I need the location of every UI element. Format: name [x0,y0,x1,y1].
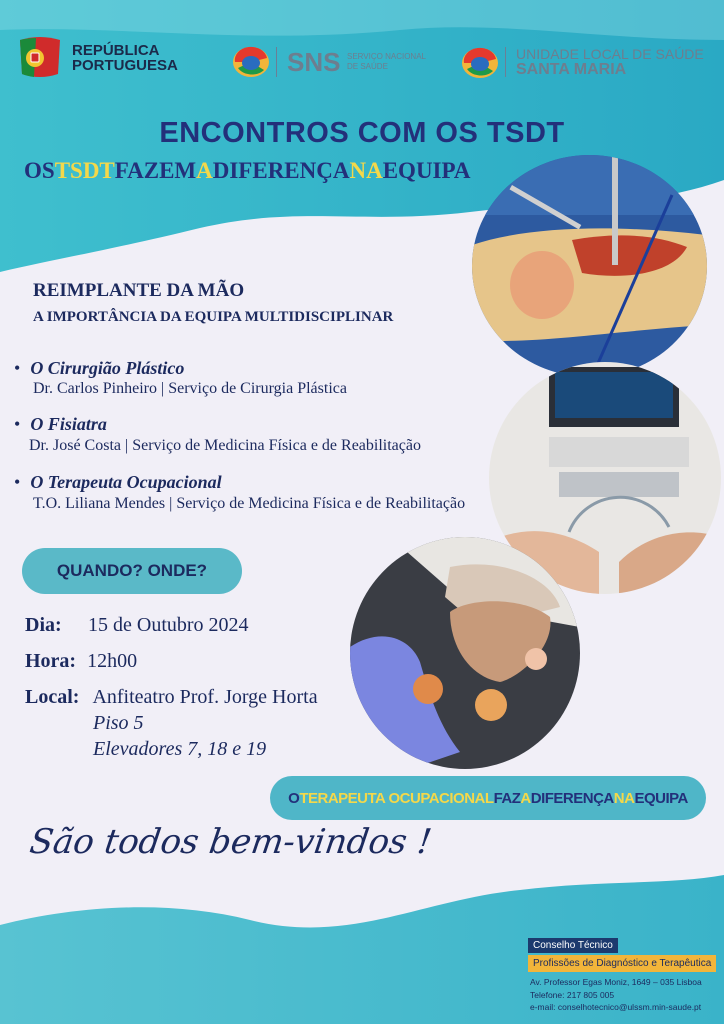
bullet-icon: • [14,414,21,434]
banner-segment: EQUIPA [634,789,688,807]
uls-text [516,47,704,78]
republica-text [72,43,178,73]
sns-logo-icon [232,46,270,83]
time-value: 12h00 [87,650,138,672]
speaker-item [14,414,107,435]
page-title: ENCONTROS COM OS TSDT [159,117,565,149]
subtitle-segment: FAZEM [114,158,197,183]
bullet-icon: • [14,472,21,492]
banner-segment: FAZ [493,789,521,807]
bullet-icon: • [14,358,21,378]
topic-title: REIMPLANTE DA MÃO [33,280,245,301]
therapy-photo [350,537,580,769]
time-label: Hora: [25,650,77,672]
subtitle-segment: OS [24,158,55,183]
subtitle-segment: TSDT [54,158,115,183]
page-subtitle [24,158,470,184]
welcome-text: São todos bem-vindos ! [27,822,435,862]
speaker-item [14,472,222,493]
speaker-person: Dr. Carlos Pinheiro | Serviço de Cirurgia Plástica [33,380,347,397]
address-text: Av. Professor Egas Moniz, 1649 – 035 Lisboa [530,977,702,987]
email-text: e-mail: conselhotecnico@ulssm.min-saude.pt [530,1002,702,1012]
speaker-person: T.O. Liliana Mendes | Serviço de Medicina Física e de Reabilitação [33,495,466,512]
banner-segment: DIFERENÇA [530,789,614,807]
uls-line1: UNIDADE LOCAL DE SAÚDE [516,46,704,62]
floor-value: Piso 5 [93,712,144,734]
subtitle-segment: A [196,158,213,183]
date-label: Dia: [25,614,62,636]
banner-segment: A [520,789,531,807]
banner-segment: O [288,789,300,807]
subtitle-segment: DIFERENÇA [212,158,350,183]
sns-subtitle [347,52,426,72]
divider [505,47,506,77]
council-sublabel: Profissões de Diagnóstico e Terapêutica [528,955,716,972]
time-row [25,650,137,673]
location-value: Anfiteatro Prof. Jorge Horta [92,686,318,708]
speaker-role: O Fisiatra [30,414,107,434]
subtitle-segment: EQUIPA [382,158,471,183]
republica-line1: REPÚBLICA [72,42,160,59]
sns-subtitle-line2: DE SAÚDE [347,62,388,71]
sns-subtitle-line1: SERVIÇO NACIONAL [347,52,426,61]
date-row [25,614,249,637]
uls-logo-icon [461,47,499,84]
location-row [25,686,318,709]
council-label: Conselho Técnico [528,938,618,953]
speaker-role: O Cirurgião Plástico [30,358,185,378]
uls-line2: SANTA MARIA [516,60,627,78]
topic-subtitle: A IMPORTÂNCIA DA EQUIPA MULTIDISCIPLINAR [33,309,394,325]
speaker-item [14,358,184,379]
ot-banner [270,776,706,820]
republica-logo [18,36,62,80]
banner-segment: TERAPEUTA OCUPACIONAL [299,789,494,807]
republica-flag-icon [18,36,62,80]
subtitle-segment: NA [349,158,383,183]
location-label: Local: [25,686,80,708]
date-value: 15 de Outubro 2024 [88,614,249,636]
when-where-badge: QUANDO? ONDE? [22,548,242,594]
speaker-role: O Terapeuta Ocupacional [30,472,222,492]
speaker-person: Dr. José Costa | Serviço de Medicina Física e de Reabilitação [29,437,421,454]
phone-text: Telefone: 217 805 005 [530,989,615,1000]
sns-title: SNS [287,47,341,77]
contact-block [530,976,702,1014]
surgery-photo [472,155,707,377]
elevators-value: Elevadores 7, 18 e 19 [93,738,267,760]
divider [276,47,277,77]
banner-segment: NA [613,789,635,807]
republica-line2: PORTUGUESA [72,57,178,74]
